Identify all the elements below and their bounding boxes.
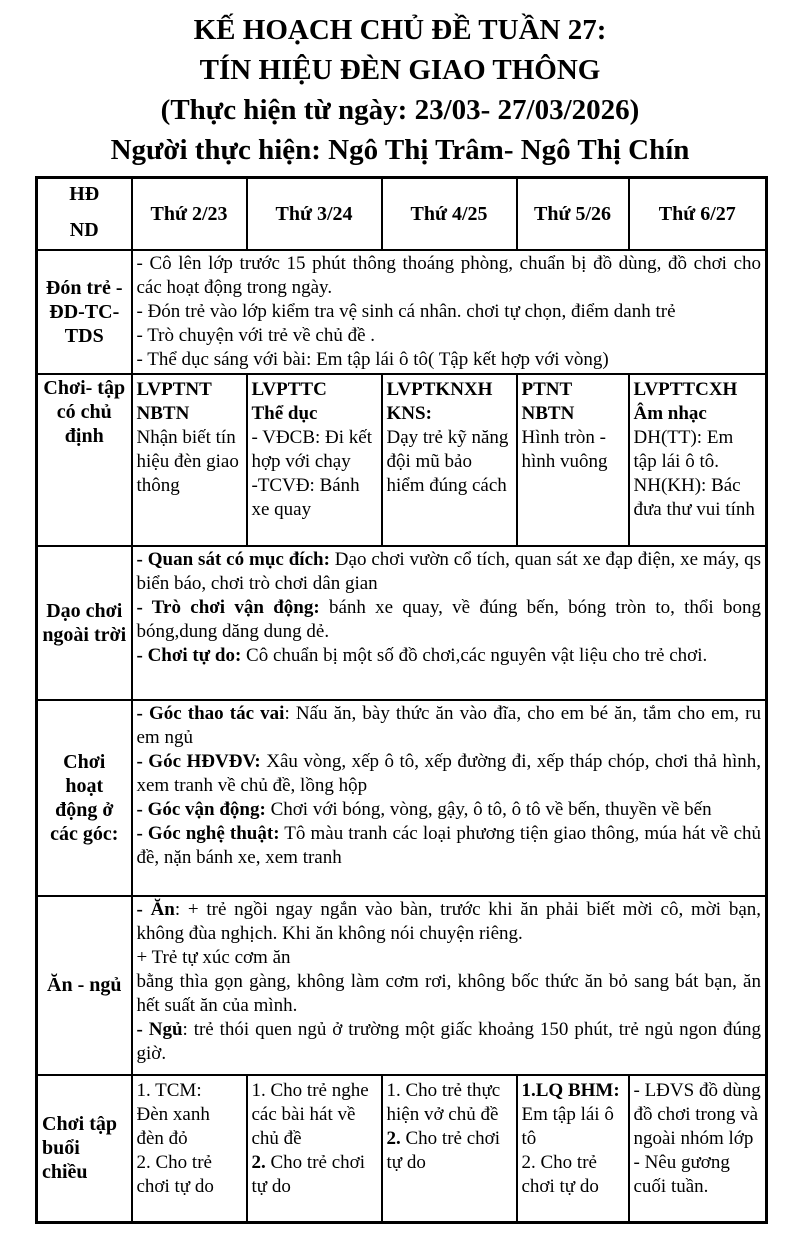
text-paragraph: 2. Cho trẻ chơi tự do — [386, 1127, 500, 1173]
day-header-5: Thứ 5/26 — [517, 178, 629, 250]
text-paragraph: - Ăn: + trẻ ngồi ngay ngắn vào bàn, trước khi ăn phải biết mời cô, mời bạn, không đùa nghịch. Khi ăn không nói chuyện riêng. — [136, 898, 762, 944]
text-paragraph: - Quan sát có mục đích: Dạo chơi vườn cổ tích, quan sát xe đạp điện, xe máy, qs biển báo, chơi trò chơi dân gian — [136, 548, 761, 594]
cell-choi-tap-buoi-chieu-day-5 — [517, 1075, 629, 1223]
text-paragraph: - Cô lên lớp trước 15 phút thông thoáng phòng, chuẩn bị đồ dùng, đồ chơi cho các hoạt động trong ngày. — [136, 252, 761, 298]
row-label-choi-tap-buoi-chieu: Chơi tập buổi chiều — [37, 1075, 132, 1223]
text-paragraph: bằng thìa gọn gàng, không làm cơm rơi, không bốc thức ăn bỏ sang bát bạn, ăn hết suất ăn của mình. — [136, 970, 761, 1016]
day-header-6: Thứ 6/27 — [629, 178, 767, 250]
text-paragraph: 1. TCM: — [136, 1079, 202, 1101]
text-paragraph: Âm nhạc — [633, 402, 707, 424]
text-paragraph: Đèn xanh đèn đỏ — [136, 1103, 210, 1149]
text-paragraph: - VĐCB: Đi kết hợp với chạy — [251, 426, 373, 472]
text-paragraph: - Góc HĐVĐV: Xâu vòng, xếp ô tô, xếp đường đi, xếp tháp chóp, chơi thả hình, xem tranh về chủ đề, lồng hộp — [136, 750, 761, 796]
day-header-2: Thứ 2/23 — [132, 178, 247, 250]
text-paragraph: Hình tròn - hình vuông — [521, 426, 608, 472]
text-paragraph: 2. Cho trẻ chơi tự do — [251, 1151, 365, 1197]
cell-choi-tap-buoi-chieu-day-2 — [132, 1075, 247, 1223]
text-paragraph: 2. Cho trẻ chơi tự do — [136, 1151, 214, 1197]
table-row-choi-tap-co-chu-dinh — [37, 374, 767, 546]
text-paragraph: NBTN — [136, 402, 190, 424]
cell-choi-tap-buoi-chieu-day-6 — [629, 1075, 767, 1223]
text-paragraph: Nhận biết tín hiệu đèn giao thông — [136, 426, 239, 496]
cell-choi-tap-buoi-chieu-day-3 — [247, 1075, 382, 1223]
table-row-an-ngu — [37, 896, 767, 1075]
text-paragraph: -TCVĐ: Bánh xe quay — [251, 474, 360, 520]
corner-cell — [37, 178, 132, 250]
row-label-choi-tap-co-chu-dinh: Chơi- tập có chủ định — [37, 374, 132, 546]
text-paragraph: LVPTTC — [251, 378, 327, 400]
text-paragraph: 1. Cho trẻ nghe các bài hát về chủ đề — [251, 1079, 369, 1149]
text-paragraph: 2. Cho trẻ chơi tự do — [521, 1151, 599, 1197]
table-row-choi-hoat-dong-o-cac-goc — [37, 700, 767, 896]
text-paragraph: LVPTNT — [136, 378, 212, 400]
cell-choi-tap-co-chu-dinh-day-6 — [629, 374, 767, 546]
text-paragraph: DH(TT): Em tập lái ô tô. — [633, 426, 734, 472]
document-title — [0, 10, 800, 170]
text-paragraph: Dạy trẻ kỹ năng đội mũ bảo hiểm đúng cách — [386, 426, 509, 496]
text-paragraph: - LĐVS đồ dùng đồ chơi trong và ngoài nhóm lớp — [633, 1079, 761, 1149]
corner-label-nd: ND — [69, 219, 99, 241]
text-paragraph: PTNT — [521, 378, 573, 400]
text-paragraph: - Nêu gương cuối tuần. — [633, 1151, 730, 1197]
day-header-3: Thứ 3/24 — [247, 178, 382, 250]
row-content-dao-choi-ngoai-troi — [132, 546, 767, 700]
text-paragraph: - Chơi tự do: Cô chuẩn bị một số đồ chơi,các nguyên vật liệu cho trẻ chơi. — [136, 644, 708, 666]
cell-choi-tap-co-chu-dinh-day-4 — [382, 374, 517, 546]
text-paragraph: - Góc thao tác vai: Nấu ăn, bày thức ăn vào đĩa, cho em bé ăn, tắm cho em, ru em ngủ — [136, 702, 761, 748]
text-paragraph: 1.LQ BHM: Em tập lái ô tô — [521, 1079, 620, 1149]
text-paragraph: - Đón trẻ vào lớp kiểm tra vệ sinh cá nhân. chơi tự chọn, điểm danh trẻ — [136, 300, 676, 322]
cell-choi-tap-buoi-chieu-day-4 — [382, 1075, 517, 1223]
day-header-4: Thứ 4/25 — [382, 178, 517, 250]
row-content-don-tre — [132, 250, 767, 374]
text-paragraph: - Trò chơi vận động: bánh xe quay, về đúng bến, bóng tròn to, thổi bong bóng,dung dăng dung dẻ. — [136, 596, 761, 642]
cell-choi-tap-co-chu-dinh-day-3 — [247, 374, 382, 546]
row-label-don-tre: Đón trẻ - ĐD-TC- TDS — [37, 250, 132, 374]
cell-choi-tap-co-chu-dinh-day-5 — [517, 374, 629, 546]
row-label-an-ngu: Ăn - ngủ — [37, 896, 132, 1075]
row-label-dao-choi-ngoai-troi: Dạo chơi ngoài trời — [37, 546, 132, 700]
text-paragraph: Thể dục — [251, 402, 318, 424]
text-paragraph: - Góc nghệ thuật: Tô màu tranh các loại phương tiện giao thông, múa hát về chủ đề, nặn bánh xe, xem tranh — [136, 822, 761, 868]
corner-label-hd: HĐ — [69, 183, 100, 205]
text-paragraph: LVPTTCXH — [633, 378, 738, 400]
cell-choi-tap-co-chu-dinh-day-2 — [132, 374, 247, 546]
text-paragraph: - Ngủ: trẻ thói quen ngủ ở trường một giấc khoảng 150 phút, trẻ ngủ ngon đúng giờ. — [136, 1018, 761, 1064]
text-paragraph: NH(KH): Bác đưa thư vui tính — [633, 474, 755, 520]
row-label-choi-hoat-dong-o-cac-goc: Chơi hoạt động ở các góc: — [37, 700, 132, 896]
text-paragraph: LVPTKNXH — [386, 378, 493, 400]
text-paragraph: - Trò chuyện với trẻ về chủ đề . — [136, 324, 376, 346]
text-paragraph: + Trẻ tự xúc cơm ăn — [136, 946, 291, 968]
row-content-an-ngu — [132, 896, 767, 1075]
title-line-dates: (Thực hiện từ ngày: 23/03- 27/03/2026) — [160, 94, 640, 126]
table-row-dao-choi-ngoai-troi — [37, 546, 767, 700]
weekly-plan-table — [35, 176, 768, 1224]
table-row-choi-tap-buoi-chieu — [37, 1075, 767, 1223]
row-content-choi-hoat-dong-o-cac-goc — [132, 700, 767, 896]
table-header-row — [37, 178, 767, 250]
text-paragraph: KNS: — [386, 402, 432, 424]
title-line-plan: KẾ HOẠCH CHỦ ĐỀ TUẦN 27: — [193, 14, 607, 46]
title-line-authors: Người thực hiện: Ngô Thị Trâm- Ngô Thị Chín — [110, 134, 690, 166]
text-paragraph: NBTN — [521, 402, 575, 424]
text-paragraph: - Góc vận động: Chơi với bóng, vòng, gậy, ô tô, ô tô về bến, thuyền về bến — [136, 798, 712, 820]
table-row-don-tre — [37, 250, 767, 374]
title-line-topic: TÍN HIỆU ĐÈN GIAO THÔNG — [199, 54, 601, 86]
text-paragraph: - Thể dục sáng với bài: Em tập lái ô tô( Tập kết hợp với vòng) — [136, 348, 609, 370]
text-paragraph: 1. Cho trẻ thực hiện vở chủ đề — [386, 1079, 501, 1125]
